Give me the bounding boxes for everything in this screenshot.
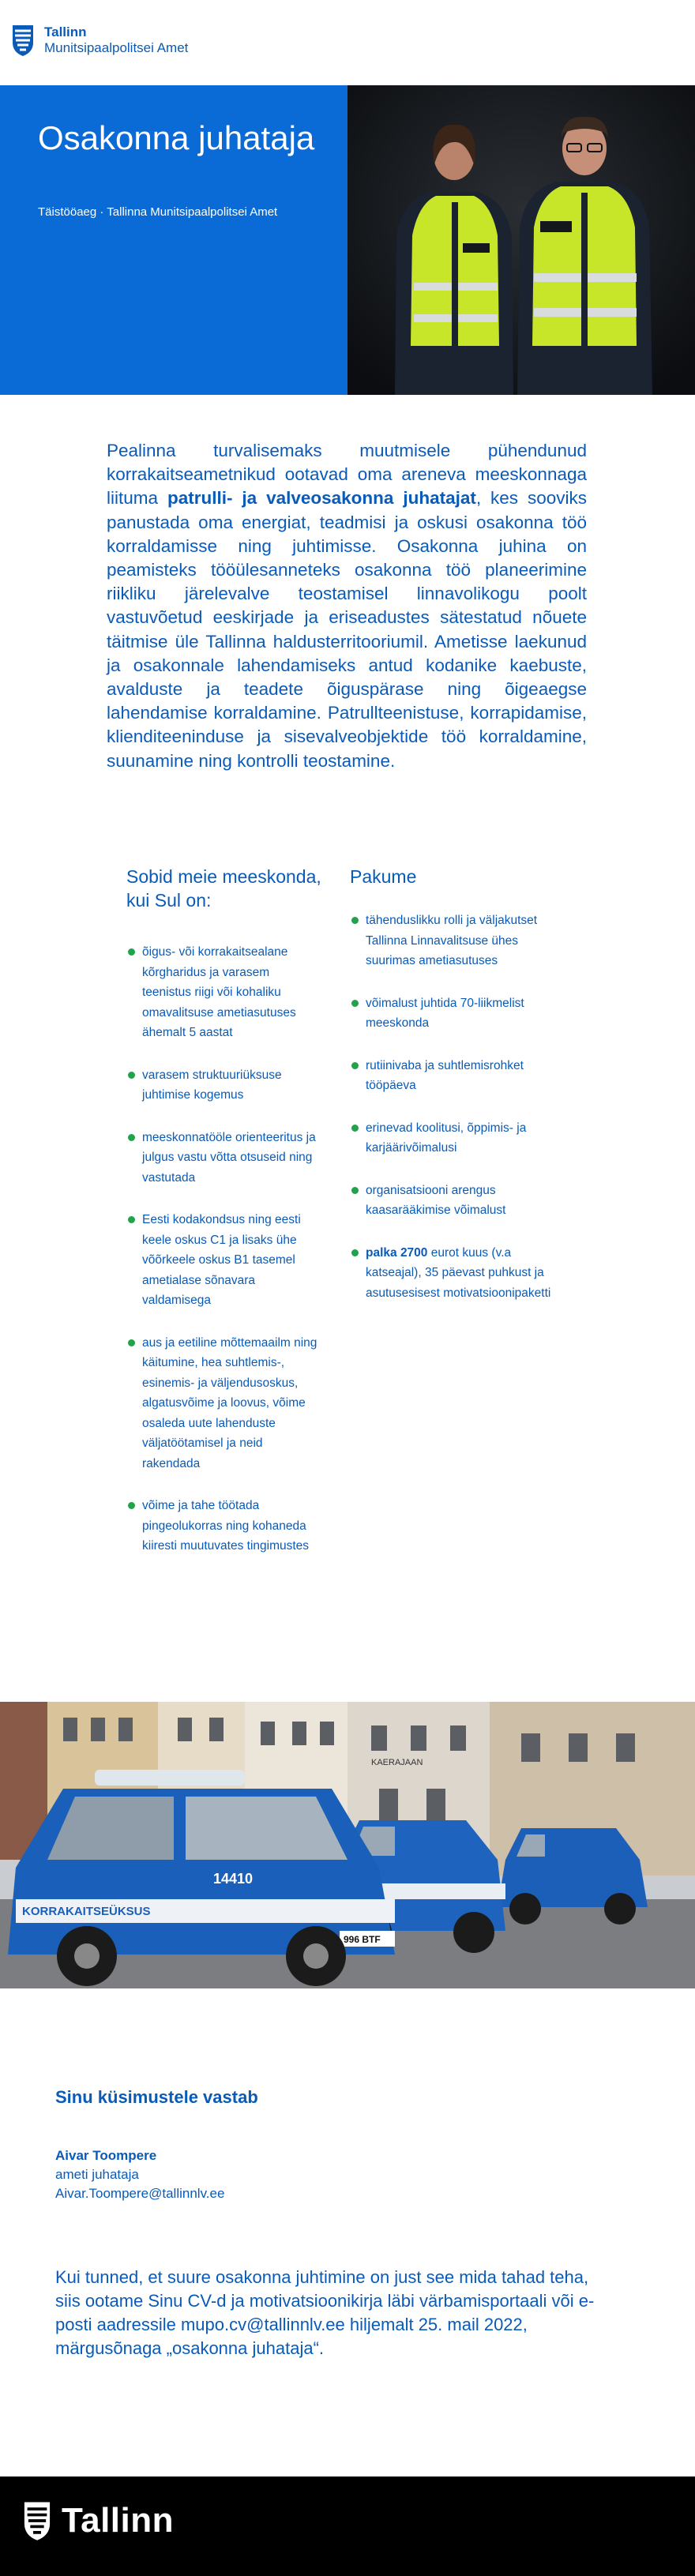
- tallinn-crest-icon: [22, 2500, 52, 2541]
- offer-bold: palka 2700: [366, 1245, 428, 1260]
- job-meta: Täistööaeg · Tallinna Munitsipaalpolitsei Amet: [38, 205, 278, 219]
- license-plate: 996 BTF: [344, 1934, 381, 1945]
- list-item: varasem struktuuriüksuse juhtimise kogemus: [126, 1065, 320, 1106]
- hero-panel: [0, 85, 348, 395]
- list-item: [350, 911, 555, 971]
- contact-title: Sinu küsimustele vastab: [55, 2087, 258, 2107]
- requirements-section: [126, 865, 340, 1556]
- list-item: [350, 1056, 555, 1096]
- offer-title: Pakume: [350, 866, 417, 887]
- site-header: [0, 0, 695, 85]
- list-item: võime ja tahe töötada pingeolukorras ning kohaneda kiiresti muutuvates tingimustes: [126, 1496, 320, 1556]
- hero-photo: [348, 85, 695, 395]
- footer-brand: Tallinn: [62, 2501, 175, 2540]
- offer-text: rutiinivaba ja suhtlemisrohket tööpäeva: [366, 1058, 524, 1092]
- intro-text-2: , kes sooviks panustada oma energiat, teadmisi ja oskusi osakonna töö korraldamisse ning juhtimisse. Osakonna juhina on peamisteks tööülesanneteks osakonna töö planeerimine riikliku järelevalve teostamisel linnavolikogu poolt vastuvõetud eeskirjade ja eriseadustes sätestatud nõuete täitmise üle Tallinna haldusterritooriumil. Ametisse laekunud ja osakonnale lahendamiseks antud kodanike kaebuste, avalduste ja teadete õiguspärase ning õigeaegse lahendamise korraldamine. Patrullteenistuse, korrapidamise, klienditeeninduse ja sisevalveobjektide töö korraldamine, suunamine ning kontrolli teostamine.: [107, 488, 587, 771]
- job-intro: [107, 439, 587, 773]
- site-footer: [0, 2476, 695, 2576]
- list-item: aus ja eetiline mõttemaailm ning käitumine, hea suhtlemis-, esinemis- ja väljendusoskus, algatusvõime ja loovus, võime osaleda uute lahenduste väljatöötamisel ja neid rakendada: [126, 1333, 320, 1474]
- offer-list: [350, 911, 571, 1303]
- offer-section: [350, 865, 571, 1303]
- officers-photo: [348, 85, 695, 395]
- patrol-cars-photo: [0, 1702, 695, 1988]
- logo-unit: Munitsipaalpolitsei Amet: [44, 40, 189, 55]
- car-hotline: 14410: [213, 1871, 254, 1887]
- list-item: [350, 1181, 555, 1221]
- footer-logo[interactable]: [22, 2500, 174, 2541]
- shop-sign: KAERAJAAN: [371, 1758, 423, 1767]
- intro-highlight: patrulli- ja valveosakonna juhatajat: [167, 488, 476, 509]
- tallinn-logo[interactable]: [11, 24, 188, 57]
- offer-text: eurot kuus (v.a katseajal), 35 päevast puhkust ja asutusesisest motivatsioonipaketti: [366, 1245, 551, 1300]
- car-label: KORRAKAITSEÜKSUS: [22, 1905, 151, 1918]
- list-item: [350, 1243, 555, 1304]
- requirements-title: Sobid meie meeskonda, kui Sul on:: [126, 866, 321, 911]
- logo-text: [44, 24, 188, 56]
- list-item: [350, 1118, 555, 1158]
- offer-text: tähenduslikku rolli ja väljakutset Tallinna Linnavalitsuse ühes suurimas ametiasutuses: [366, 914, 538, 967]
- list-item: õigus- või korrakaitsealane kõrgharidus ja varasem teenistus riigi või kohaliku omavalitsuse ametiasutuses ähemalt 5 aastat: [126, 942, 320, 1043]
- list-item: Eesti kodakondsus ning eesti keele oskus C1 ja lisaks ühe võõrkeele oskus B1 tasemel ametialase sõnavara valdamisega: [126, 1210, 320, 1311]
- requirements-list: [126, 942, 340, 1556]
- list-item: [350, 993, 555, 1034]
- offer-text: erinevad koolitusi, õppimis- ja karjäärivõimalusi: [366, 1121, 527, 1155]
- tallinn-crest-icon: [11, 24, 35, 57]
- offer-text: organisatsiooni arengus kaasarääkimise võimalust: [366, 1183, 506, 1217]
- list-item: meeskonnatööle orienteeritus ja julgus vastu võtta otsuseid ning vastutada: [126, 1128, 320, 1188]
- intro-text-1: Pealinna turvalisemaks muutmisele pühendunud korrakaitseametnikud ootavad oma areneva meeskonnaga liituma: [107, 441, 587, 509]
- application-instructions: Kui tunned, et suure osakonna juhtimine on just see mida tahad teha, siis ootame Sinu CV-d ja motivatsioonikirja läbi värbamisportaali või e-posti aadressile mupo.cv@tallinnlv.ee hiljemalt 25. mail 2022, märgusõnaga „osakonna juhataja“.: [55, 2267, 595, 2358]
- contact-role: ameti juhataja: [55, 2167, 139, 2182]
- contact-email-link[interactable]: Aivar.Toompere@tallinnlv.ee: [55, 2186, 225, 2201]
- page-title: Osakonna juhataja: [38, 119, 315, 156]
- patrol-cars-image: [0, 1702, 695, 1988]
- logo-org: Tallinn: [44, 24, 87, 39]
- hero-section: [0, 85, 695, 395]
- offer-text: võimalust juhtida 70-liikmelist meeskonda: [366, 996, 524, 1030]
- contact-name: Aivar Toompere: [55, 2148, 157, 2163]
